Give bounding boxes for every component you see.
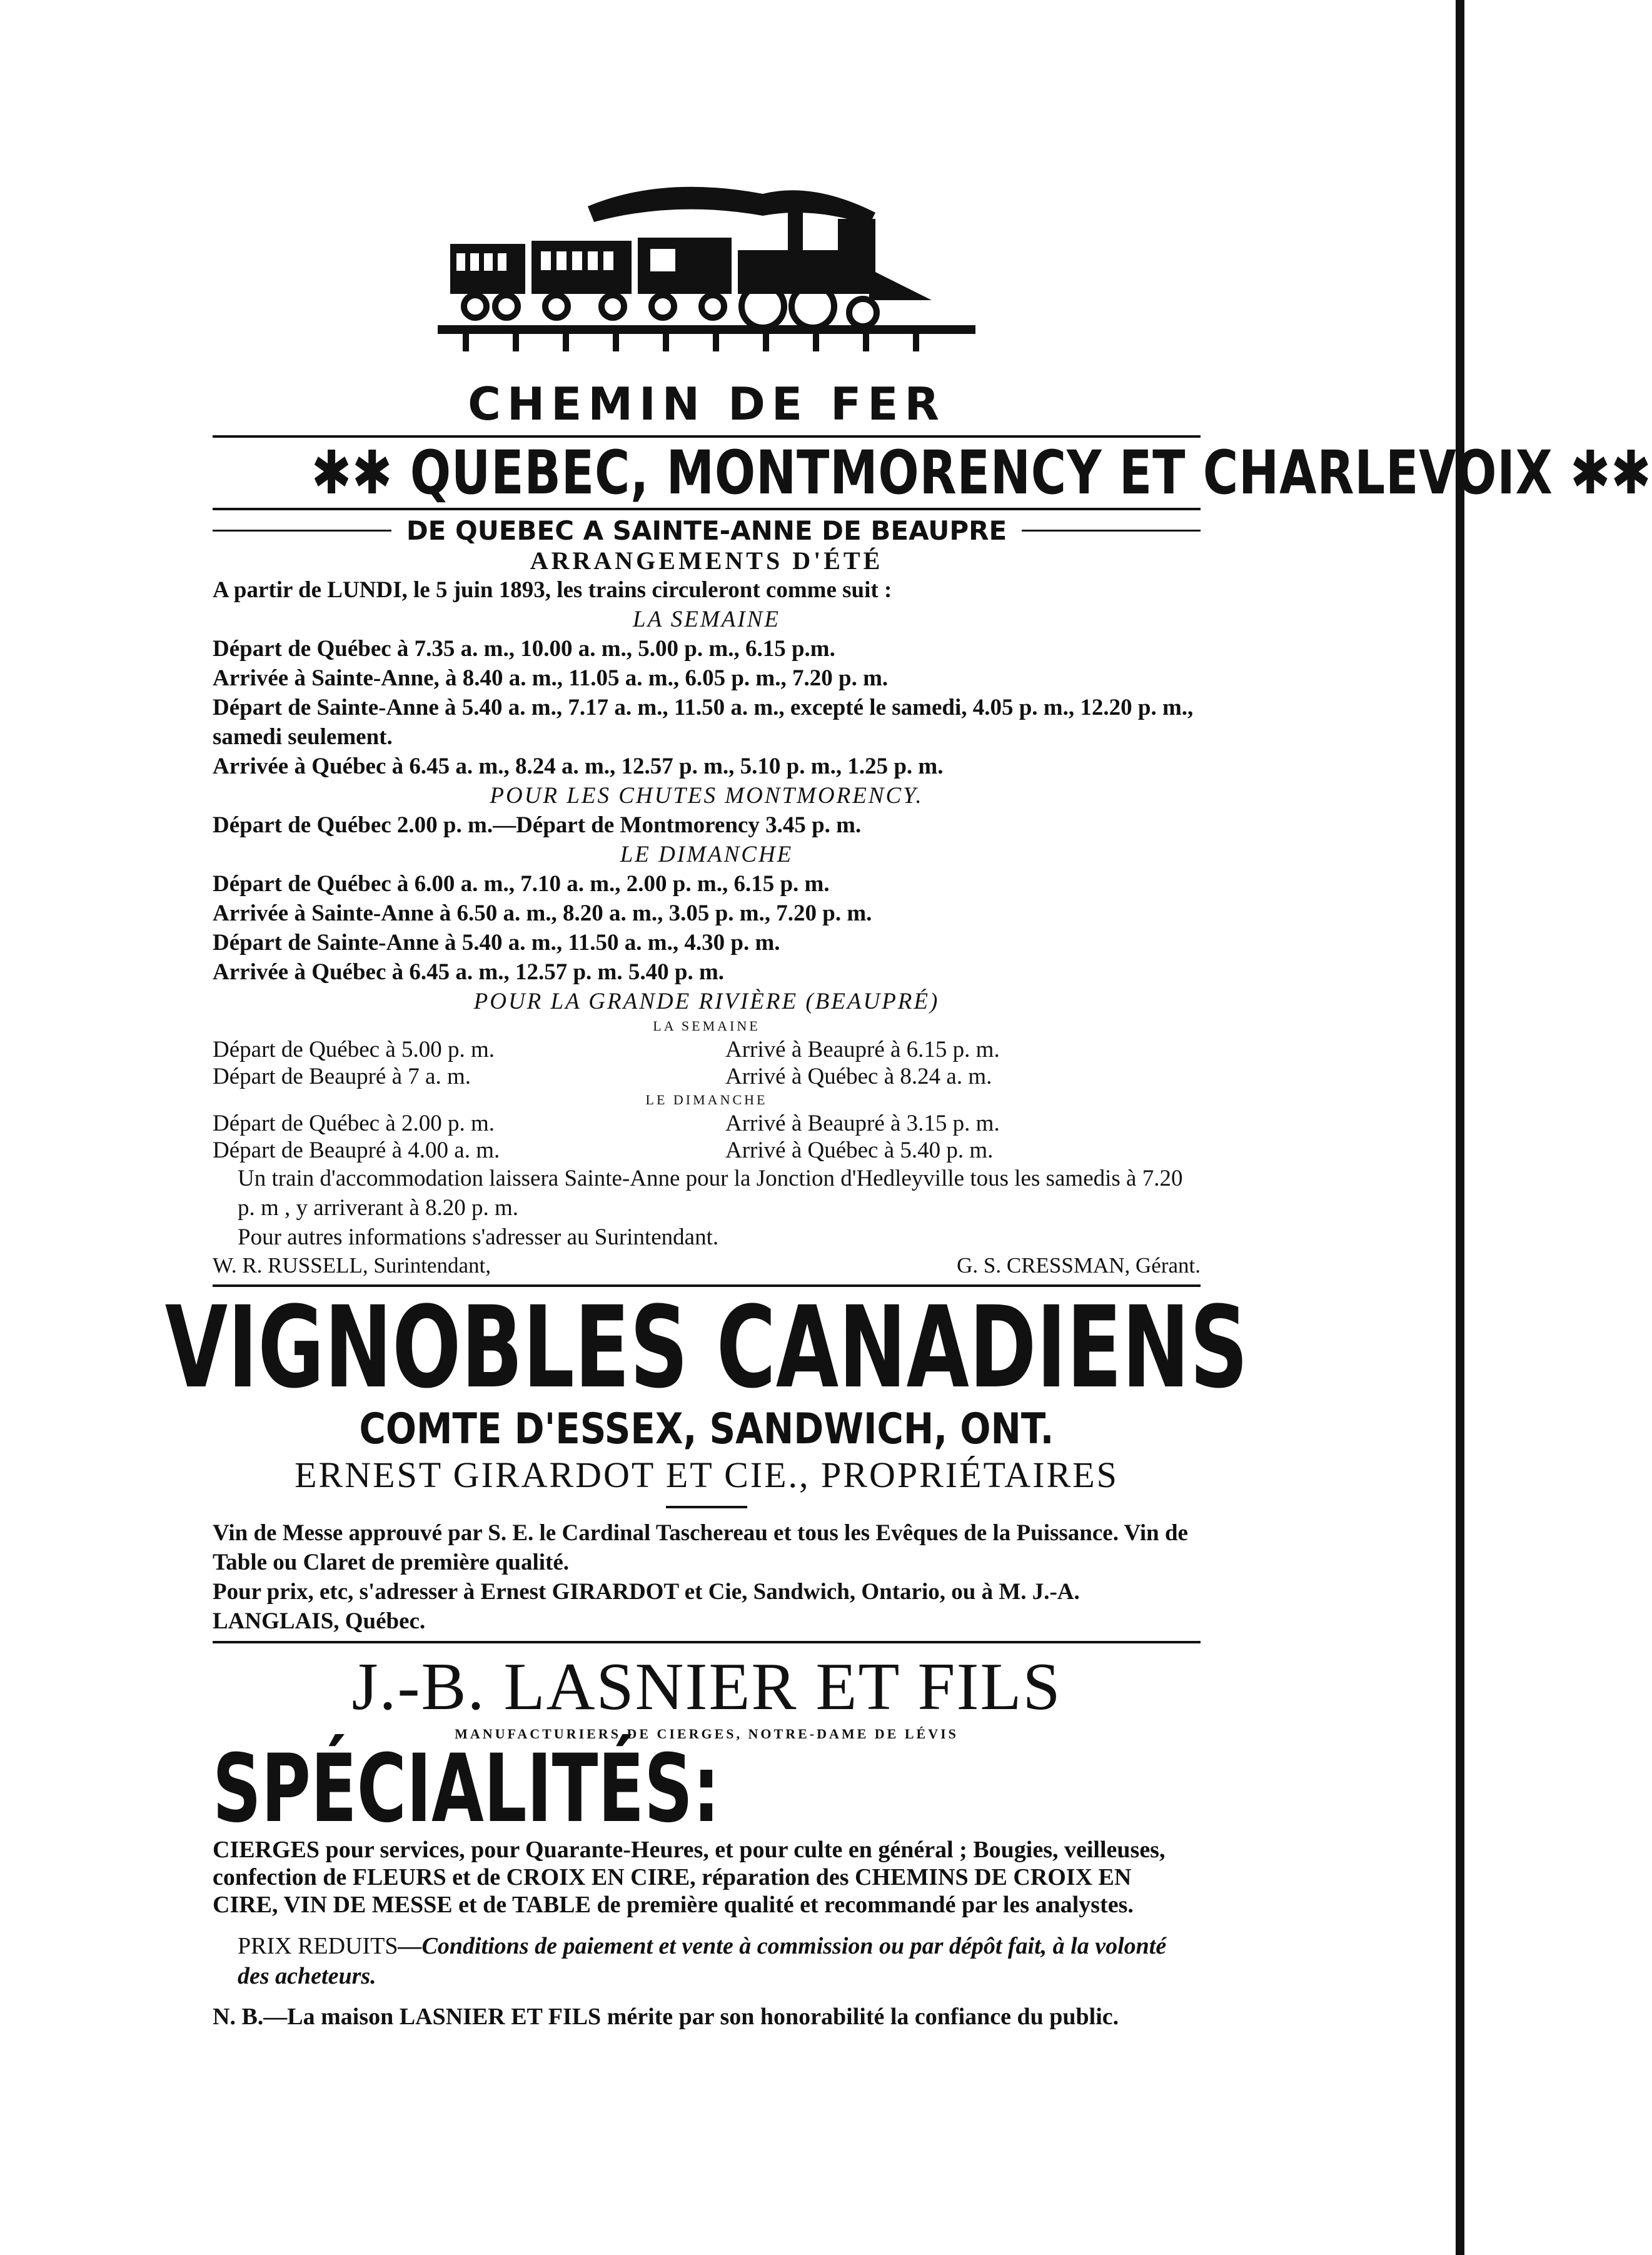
gr-departure: Départ de Québec à 5.00 p. m. <box>213 1037 495 1062</box>
gr-arrival: Arrivé à Beaupré à 6.15 p. m. <box>725 1037 1000 1062</box>
gr-sunday-table <box>213 1110 1201 1164</box>
lasnier-subtitle: MANUFACTURIERS DE CIERGES, NOTRE-DAME DE LÉVIS <box>455 1726 959 1742</box>
page-edge-shadow <box>1456 0 1464 2255</box>
weekday-title: LA SEMAINE <box>633 607 780 632</box>
montmorency-title: POUR LES CHUTES MONTMORENCY. <box>490 783 924 809</box>
dash-right <box>1022 530 1201 532</box>
asterisk-ornament-right: ✱✱ <box>1570 438 1652 508</box>
vineyard-title-text: VIGNOBLES CANADIENS <box>164 1283 1249 1413</box>
divider <box>213 1641 1201 1643</box>
vineyard-description: Vin de Messe approuvé par S. E. le Cardinal Taschereau et tous les Evêques de la Puissance. Vin de Table ou Claret de première qualité. <box>213 1520 1188 1575</box>
route-line <box>213 515 1201 546</box>
gr-departure: Départ de Beaupré à 4.00 a. m. <box>213 1138 500 1163</box>
weekday-line: Départ de Québec à 7.35 a. m., 10.00 a. m., 5.00 p. m., 6.15 p.m. <box>213 636 835 662</box>
weekday-line: Départ de Sainte-Anne à 5.40 a. m., 7.17 a. m., 11.50 a. m., excepté le samedi, 4.05 p. m., 12.20 p. m., samedi seulement. <box>213 695 1194 750</box>
gr-departure: Départ de Beaupré à 7 a. m. <box>213 1064 471 1089</box>
dash-left <box>213 530 391 532</box>
weekday-line: Arrivée à Sainte-Anne, à 8.40 a. m., 11.05 a. m., 6.05 p. m., 7.20 p. m. <box>213 665 889 691</box>
gr-weekday-label: LA SEMAINE <box>653 1018 760 1034</box>
locomotive-illustration <box>438 169 975 375</box>
info-note: Pour autres informations s'adresser au Surintendant. <box>238 1224 719 1250</box>
sunday-title: LE DIMANCHE <box>620 842 793 867</box>
schedule-intro: A partir de LUNDI, le 5 juin 1893, les trains circuleront comme suit : <box>213 577 892 603</box>
gr-arrival: Arrivé à Beaupré à 3.15 p. m. <box>725 1111 1000 1136</box>
asterisk-ornament-left: ✱✱ <box>311 438 393 508</box>
prix-text: —Conditions de paiement et vente à commission ou par dépôt fait, à la volonté des acheteurs. <box>238 1933 1167 1989</box>
vineyard-location: COMTE D'ESSEX, SANDWICH, ONT. <box>359 1405 1054 1454</box>
specialites-text: CIERGES pour services, pour Quarante-Heures, et pour culte en général ; Bougies, veilleuses, confection de FLEURS et de CROIX EN CIRE, réparation des CHEMINS DE CROIX EN CIRE, VIN DE MESSE et de TABLE de première qualité et recommandé par les analystes. <box>213 1837 1166 1918</box>
prix-block <box>213 1931 1201 1991</box>
sunday-line: Départ de Sainte-Anne à 5.40 a. m., 11.50 a. m., 4.30 p. m. <box>213 930 780 956</box>
gr-arrival: Arrivé à Québec à 5.40 p. m. <box>725 1138 994 1163</box>
signatures <box>213 1252 1201 1279</box>
weekday-line: Arrivée à Québec à 6.45 a. m., 8.24 a. m., 12.57 p. m., 5.10 p. m., 1.25 p. m. <box>213 754 944 779</box>
manager-signature: G. S. CRESSMAN, Gérant. <box>957 1253 1201 1278</box>
superintendent-signature: W. R. RUSSELL, Surintendant, <box>213 1253 491 1278</box>
specialites-label: SPÉCIALITÉS: <box>213 1735 720 1844</box>
railway-name <box>311 438 1652 508</box>
prix-label: PRIX REDUITS <box>238 1933 398 1959</box>
gr-weekday-table <box>213 1036 1201 1090</box>
advertisement-page <box>164 169 1652 2031</box>
nb-note: N. B.—La maison LASNIER ET FILS mérite par son honorabilité la confiance du public. <box>213 2004 1119 2030</box>
gr-sunday-label: LE DIMANCHE <box>645 1092 768 1107</box>
vineyard-owners: ERNEST GIRARDOT ET CIE., PROPRIÉTAIRES <box>295 1455 1119 1495</box>
gr-departure: Départ de Québec à 2.00 p. m. <box>213 1111 495 1136</box>
specialites-block <box>213 1735 1201 1844</box>
gr-arrival: Arrivé à Québec à 8.24 a. m. <box>725 1064 992 1089</box>
arrangements-title: ARRANGEMENTS D'ÉTÉ <box>530 547 884 575</box>
vineyard-contact: Pour prix, etc, s'adresser à Ernest GIRARDOT et Cie, Sandwich, Ontario, ou à M. J.-A. LANGLAIS, Québec. <box>213 1579 1080 1634</box>
route-text: DE QUEBEC A SAINTE-ANNE DE BEAUPRE <box>406 515 1007 546</box>
divider <box>213 508 1201 510</box>
accommodation-note: Un train d'accommodation laissera Sainte-Anne pour la Jonction d'Hedleyville tous les samedis à 7.20 p. m , y arriverant à 8.20 p. m. <box>238 1166 1183 1221</box>
montmorency-line: Départ de Québec 2.00 p. m.—Départ de Montmorency 3.45 p. m. <box>213 812 862 838</box>
railway-name-text: QUEBEC, MONTMORENCY ET CHARLEVOIX <box>410 438 1553 508</box>
sunday-line: Arrivée à Québec à 6.45 a. m., 12.57 p. m. 5.40 p. m. <box>213 959 725 985</box>
sunday-line: Départ de Québec à 6.00 a. m., 7.10 a. m., 2.00 p. m., 6.15 p. m. <box>213 871 830 897</box>
sunday-line: Arrivée à Sainte-Anne à 6.50 a. m., 8.20 a. m., 3.05 p. m., 7.20 p. m. <box>213 900 872 926</box>
grande-riviere-title: POUR LA GRANDE RIVIÈRE (BEAUPRÉ) <box>473 989 940 1014</box>
short-divider <box>666 1506 747 1508</box>
lasnier-title: J.-B. LASNIER ET FILS <box>351 1650 1062 1724</box>
railway-heading: CHEMIN DE FER <box>468 378 945 430</box>
vineyard-title <box>164 1283 1249 1413</box>
